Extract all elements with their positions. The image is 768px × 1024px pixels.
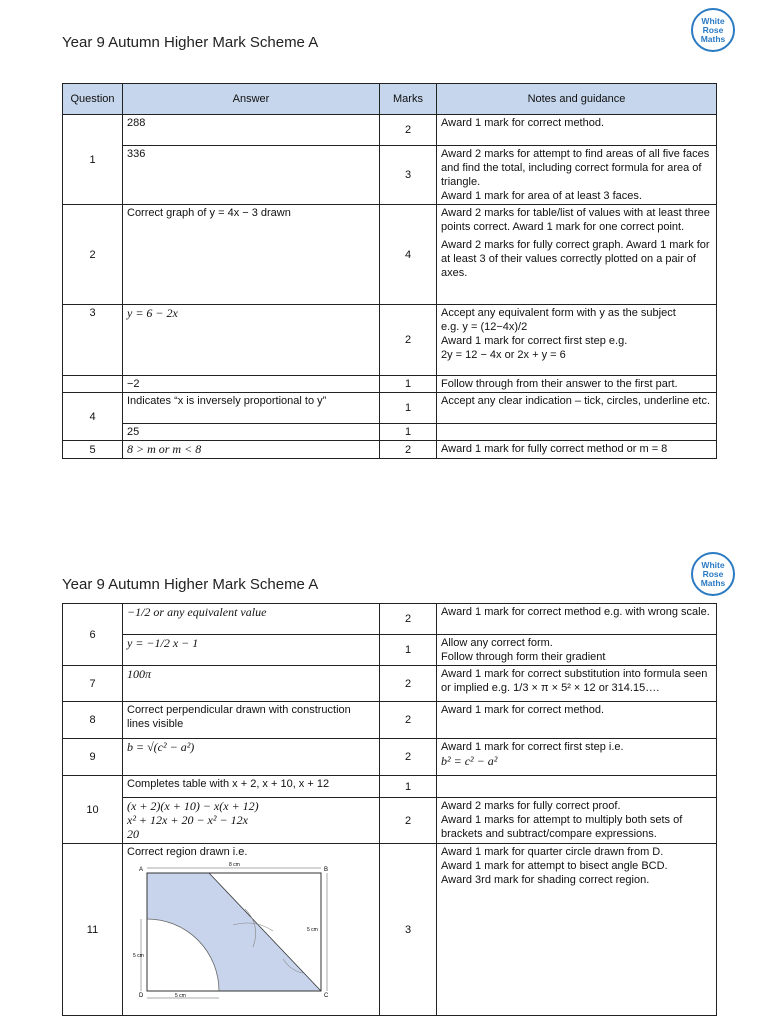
marks-cell: 1 [380,635,437,666]
mark-scheme-table [62,603,717,1016]
region-diagram [133,861,333,1001]
table-row [63,424,717,441]
notes-cell: Award 1 mark for correct substitution into formula seen or implied e.g. 1/3 × π × 5² × 12 or 314.15…. [437,666,717,702]
note-line: Award 3rd mark for shading correct region. [441,874,650,886]
table-row [63,844,717,1016]
answer-cell: 336 [123,146,380,205]
working-line: (x + 2)(x + 10) − x(x + 12) [127,799,259,813]
note-line: Award 1 mark for attempt to bisect angle BCD. [441,860,668,872]
question-number: 7 [63,666,123,702]
dimension-label-left: 5 cm [133,953,144,959]
answer-cell: Completes table with x + 2, x + 10, x + 12 [123,776,380,798]
white-rose-maths-logo: White Rose Maths [691,552,735,596]
notes-cell: Award 1 mark for correct method. [437,115,717,146]
note-line: Award 1 mark for area of at least 3 faces. [441,190,642,202]
question-number: 8 [63,702,123,739]
notes-cell [437,424,717,441]
table-row [63,305,717,376]
table-row [63,441,717,459]
answer-cell: Correct perpendicular drawn with construction lines visible [123,702,380,739]
marks-cell: 2 [380,702,437,739]
page-title: Year 9 Autumn Higher Mark Scheme A [62,576,319,593]
note-line: Award 2 marks for fully correct graph. Award 1 mark for at least 3 of their values correctly plotted on a pair of axes. [441,239,710,279]
answer-cell: −1/2 or any equivalent value [123,604,380,635]
answer-cell [123,798,380,844]
note-line: Award 2 marks for attempt to find areas of all five faces and find the total, including correct formula for area of triangle. [441,148,710,188]
notes-cell [437,844,717,1016]
answer-cell: y = −1/2 x − 1 [123,635,380,666]
table-row [63,635,717,666]
marks-cell: 2 [380,604,437,635]
vertex-label-b: B [324,867,329,873]
question-number: 9 [63,739,123,776]
table-row [63,146,717,205]
answer-cell: 25 [123,424,380,441]
white-rose-maths-logo: White Rose Maths [691,8,735,52]
mark-scheme-table [62,83,717,459]
header-marks: Marks [380,84,437,115]
note-line: 2y = 12 − 4x or 2x + y = 6 [441,349,566,361]
marks-cell: 4 [380,205,437,305]
note-line: e.g. y = (12−4x)/2 [441,321,528,333]
table-row [63,798,717,844]
notes-cell [437,739,717,776]
note-line: Accept any equivalent form with y as the subject [441,307,676,319]
answer-cell: 100π [123,666,380,702]
answer-cell: b = √(c² − a²) [123,739,380,776]
question-number: 2 [63,205,123,305]
marks-cell: 1 [380,424,437,441]
question-number: 6 [63,604,123,666]
notes-cell: Follow through from their answer to the first part. [437,376,717,393]
notes-cell [437,635,717,666]
marks-cell: 1 [380,393,437,424]
dimension-label-right: 5 cm [307,927,318,933]
marks-cell: 2 [380,666,437,702]
marks-cell: 2 [380,739,437,776]
notes-cell: Award 1 mark for correct method e.g. with wrong scale. [437,604,717,635]
table-row [63,666,717,702]
vertex-label-d: D [139,993,144,999]
working-line: 20 [127,827,139,841]
header-question: Question [63,84,123,115]
marks-cell: 2 [380,798,437,844]
shaded-region [147,873,321,991]
marks-cell: 1 [380,376,437,393]
question-number: 3 [63,305,123,376]
answer-cell: −2 [123,376,380,393]
note-line: Allow any correct form. [441,637,553,649]
answer-cell: Indicates “x is inversely proportional to y” [123,393,380,424]
marks-cell: 2 [380,305,437,376]
table-row [63,702,717,739]
dimension-label-bottom: 5 cm [175,993,186,999]
notes-cell [437,305,717,376]
header-notes: Notes and guidance [437,84,717,115]
question-number: 11 [63,844,123,1016]
note-line: Follow through form their gradient [441,651,606,663]
working-line: x² + 12x + 20 − x² − 12x [127,813,248,827]
question-number: 1 [63,115,123,205]
answer-cell: y = 6 − 2x [123,305,380,376]
note-line: Award 1 marks for attempt to multiply both sets of brackets and subtract/compare expressions. [441,814,683,840]
notes-cell: Award 1 mark for fully correct method or m = 8 [437,441,717,459]
dimension-label-top: 8 cm [229,862,240,868]
answer-cell: 8 > m or m < 8 [123,441,380,459]
notes-cell: Award 1 mark for correct method. [437,702,717,739]
answer-cell: Correct graph of y = 4x − 3 drawn [123,205,380,305]
note-line: Award 2 marks for table/list of values with at least three points correct. Award 1 mark for one correct point. [441,207,710,233]
vertex-label-c: C [324,993,329,999]
table-row [63,393,717,424]
table-row [63,376,717,393]
notes-cell [437,776,717,798]
notes-cell [437,205,717,305]
note-line: Award 1 mark for correct first step e.g. [441,335,628,347]
table-row [63,205,717,305]
table-row [63,604,717,635]
table-row [63,776,717,798]
marks-cell: 2 [380,441,437,459]
marks-cell: 2 [380,115,437,146]
answer-cell [123,844,380,1016]
vertex-label-a: A [139,867,144,873]
marks-cell: 3 [380,844,437,1016]
notes-cell [437,146,717,205]
note-line: Award 2 marks for fully correct proof. [441,800,621,812]
question-number: 5 [63,441,123,459]
page-title: Year 9 Autumn Higher Mark Scheme A [62,34,319,51]
answer-text: Correct region drawn i.e. [127,846,248,858]
note-line: Award 1 mark for quarter circle drawn from D. [441,846,664,858]
marks-cell: 1 [380,776,437,798]
question-number: 10 [63,776,123,844]
answer-cell: 288 [123,115,380,146]
marks-cell: 3 [380,146,437,205]
note-line: Award 1 mark for correct first step i.e. [441,741,624,753]
notes-cell: Accept any clear indication – tick, circles, underline etc. [437,393,717,424]
table-row [63,115,717,146]
note-line: b² = c² − a² [441,754,498,768]
table-header-row [63,84,717,115]
header-answer: Answer [123,84,380,115]
table-row [63,739,717,776]
notes-cell [437,798,717,844]
question-number: 4 [63,393,123,441]
